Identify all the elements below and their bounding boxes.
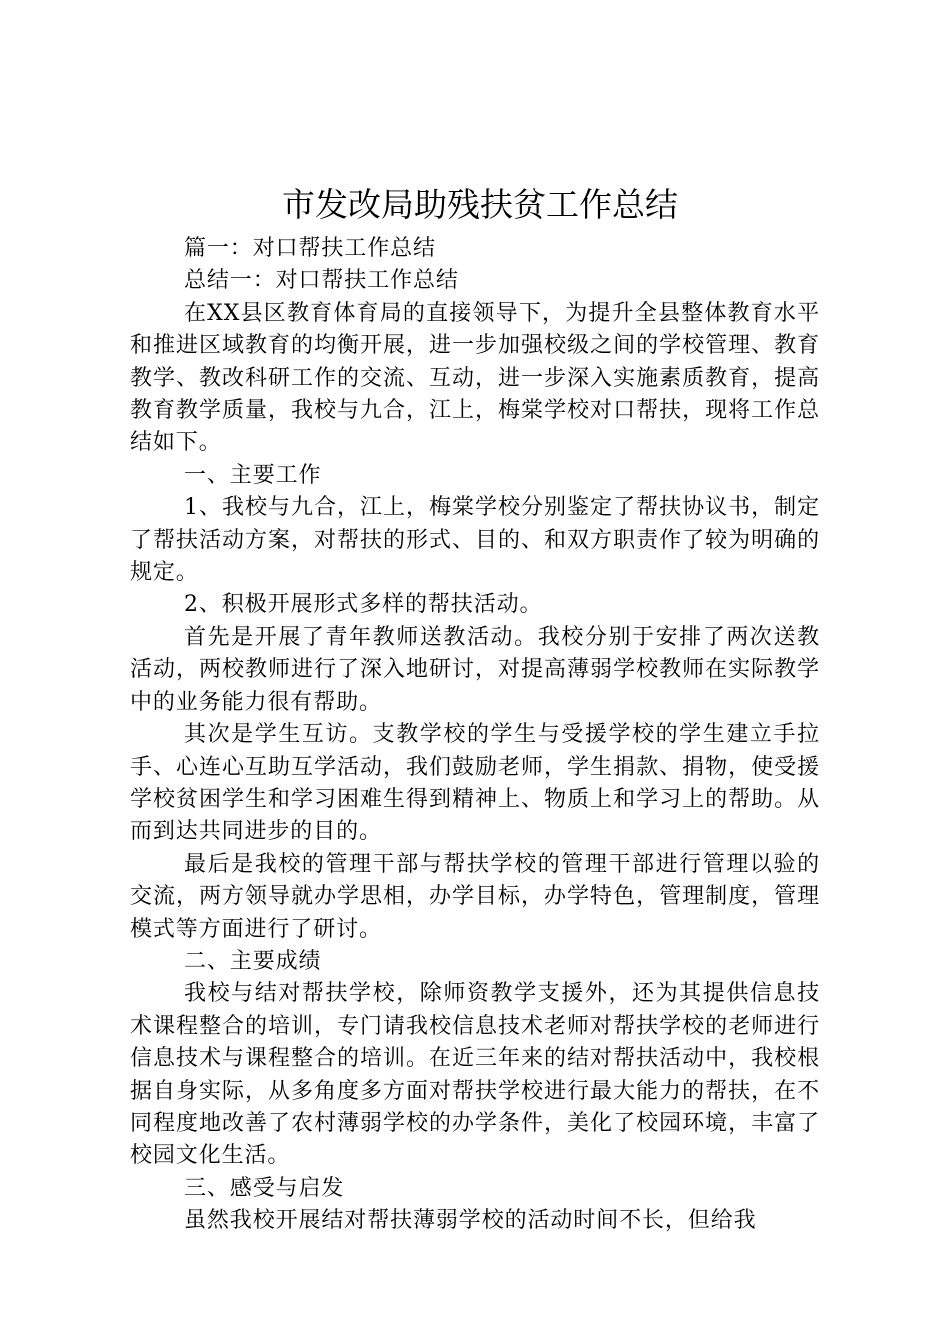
paragraph-reflections: 虽然我校开展结对帮扶薄弱学校的活动时间不长，但给我 xyxy=(184,1208,757,1234)
heading-main-work: 一、主要工作 xyxy=(184,462,322,488)
paragraph-teachers: 首先是开展了青年教师送教活动。我校分别于安排了两次送教活动，两校教师进行了深入地研讨，对提高薄弱学校教师在实际教学中的业务能力很有帮助。 xyxy=(130,624,820,715)
heading-reflections: 三、感受与启发 xyxy=(184,1175,345,1201)
paragraph-students: 其次是学生互访。支教学校的学生与受援学校的学生建立手拉手、心连心互助互学活动，我们鼓励老师，学生捐款、捐物，使受援学校贫困学生和学习困难生得到精神上、物质上和学习上的帮助。从而到达共同进步的目的。 xyxy=(130,722,820,845)
paragraph-subheading: 总结一：对口帮扶工作总结 xyxy=(184,268,459,294)
paragraph-management: 最后是我校的管理干部与帮扶学校的管理干部进行管理以验的交流，两方领导就办学思相，办学目标，办学特色，管理制度，管理模式等方面进行了研讨。 xyxy=(130,851,820,942)
paragraph-section-heading: 篇一：对口帮扶工作总结 xyxy=(184,236,436,261)
paragraph-intro: 在XX县区教育体育局的直接领导下，为提升全县整体教育水平和推进区域教育的均衡开展，进一步加强校级之间的学校管理、教育教学、教改科研工作的交流、互动，进一步深入实施素质教育，提高教育教学质量，我校与九合，江上，梅棠学校对口帮扶，现将工作总结如下。 xyxy=(130,300,820,456)
paragraph-activities: 2、积极开展形式多样的帮扶活动。 xyxy=(184,592,543,618)
paragraph-achievements: 我校与结对帮扶学校，除师资教学支援外，还为其提供信息技术课程整合的培训，专门请我校信息技术老师对帮扶学校的老师进行信息技术与课程整合的培训。在近三年来的结对帮扶活动中，我校根据自身实际，从多角度多方面对帮扶学校进行最大能力的帮扶，在不同程度地改善了农村薄弱学校的办学条件，美化了校园环境，丰富了校园文化生活。 xyxy=(130,981,820,1169)
document-title: 市发改局助残扶贫工作总结 xyxy=(282,185,678,224)
heading-achievements: 二、主要成绩 xyxy=(184,948,322,974)
document-body xyxy=(130,233,820,1238)
paragraph-agreement: 1、我校与九合，江上，梅棠学校分别鉴定了帮扶协议书，制定了帮扶活动方案，对帮扶的形式、目的、和双方职责作了较为明确的规定。 xyxy=(130,495,820,586)
